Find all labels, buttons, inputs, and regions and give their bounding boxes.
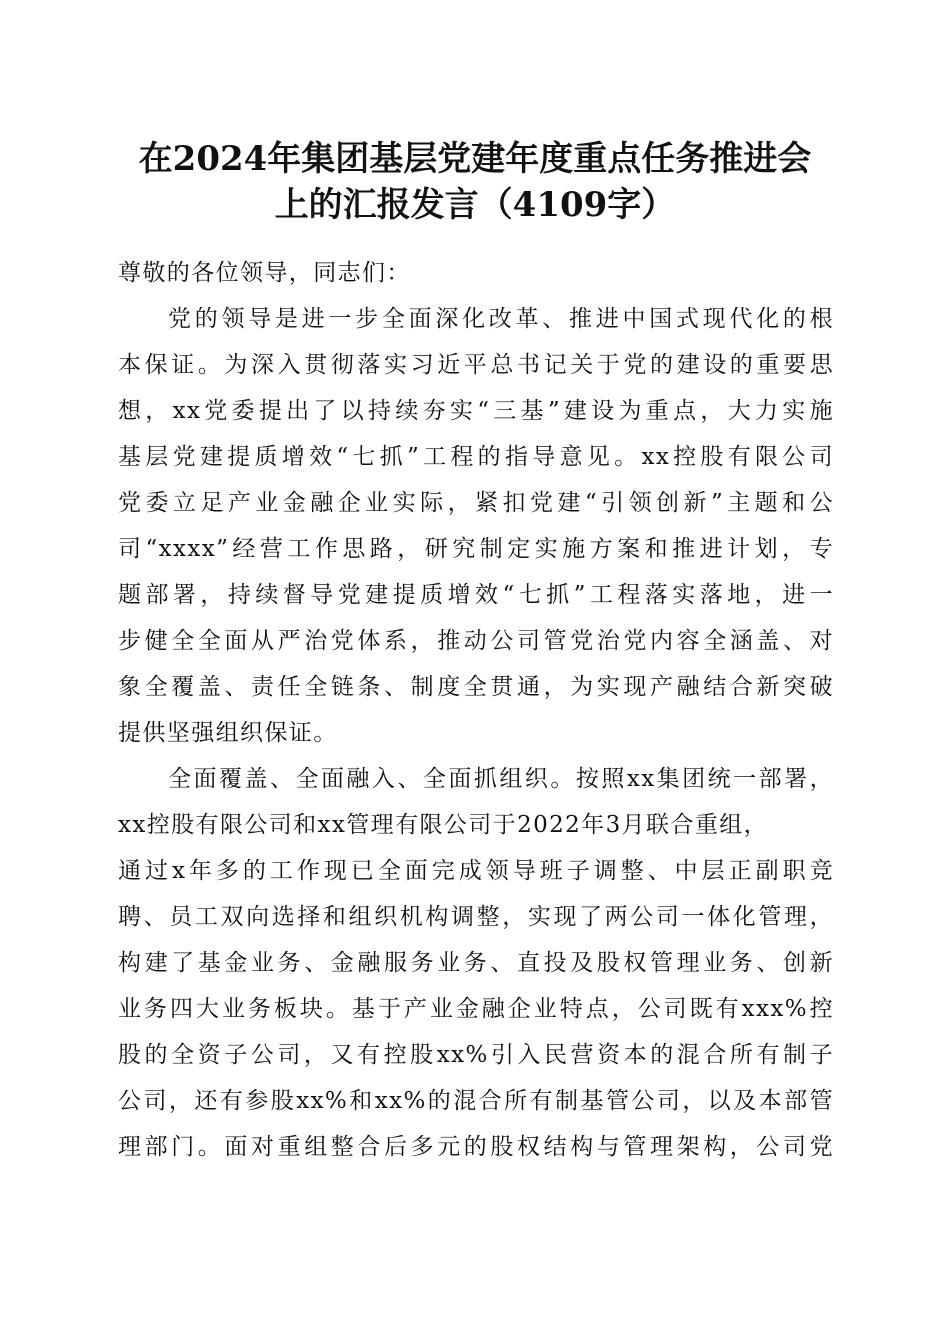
document-title bbox=[100, 136, 850, 228]
paragraph-line: 想，xx党委提出了以持续夯实“三基”建设为重点，大力实施 bbox=[118, 398, 834, 424]
paragraph-line: 构建了基金业务、金融服务业务、直投及股权管理业务、创新 bbox=[118, 950, 834, 976]
paragraph-line: 理部门。面对重组整合后多元的股权结构与管理架构，公司党 bbox=[118, 1134, 834, 1160]
document-body bbox=[118, 250, 834, 1170]
paragraph-line: 本保证。为深入贯彻落实习近平总书记关于党的建设的重要思 bbox=[118, 352, 834, 378]
paragraph-line: 全面覆盖、全面融入、全面抓组织。按照xx集团统一部署， bbox=[168, 766, 834, 792]
paragraph-line: 聘、员工双向选择和组织机构调整，实现了两公司一体化管理， bbox=[118, 904, 834, 930]
paragraph-line: 股的全资子公司，又有控股xx%引入民营资本的混合所有制子 bbox=[118, 1042, 834, 1068]
salutation: 尊敬的各位领导，同志们： bbox=[118, 260, 411, 286]
paragraph-line: 象全覆盖、责任全链条、制度全贯通，为实现产融结合新突破 bbox=[118, 674, 834, 700]
title-line: 上的汇报发言（4109字） bbox=[274, 185, 676, 225]
paragraph-line: 公司，还有参股xx%和xx%的混合所有制基管公司，以及本部管 bbox=[118, 1088, 834, 1114]
paragraph-line: 业务四大业务板块。基于产业金融企业特点，公司既有xxx%控 bbox=[118, 996, 834, 1022]
paragraph-line: xx控股有限公司和xx管理有限公司于2022年3月联合重组， bbox=[118, 812, 769, 838]
paragraph-line: 党委立足产业金融企业实际，紧扣党建“引领创新”主题和公 bbox=[118, 490, 834, 516]
paragraph-2 bbox=[118, 756, 834, 1170]
paragraph-1 bbox=[118, 296, 834, 756]
paragraph-line: 步健全全面从严治党体系，推动公司管党治党内容全涵盖、对 bbox=[118, 628, 834, 654]
paragraph-line: 基层党建提质增效“七抓”工程的指导意见。xx控股有限公司 bbox=[118, 444, 834, 470]
title-line: 在2024年集团基层党建年度重点任务推进会 bbox=[138, 139, 812, 179]
paragraph-line: 通过x年多的工作现已全面完成领导班子调整、中层正副职竞 bbox=[118, 858, 834, 884]
paragraph-line: 党的领导是进一步全面深化改革、推进中国式现代化的根 bbox=[168, 306, 834, 332]
paragraph-line: 司“xxxx”经营工作思路，研究制定实施方案和推进计划，专 bbox=[118, 536, 834, 562]
paragraph-line: 题部署，持续督导党建提质增效“七抓”工程落实落地，进一 bbox=[118, 582, 834, 608]
paragraph-line: 提供坚强组织保证。 bbox=[118, 720, 338, 746]
